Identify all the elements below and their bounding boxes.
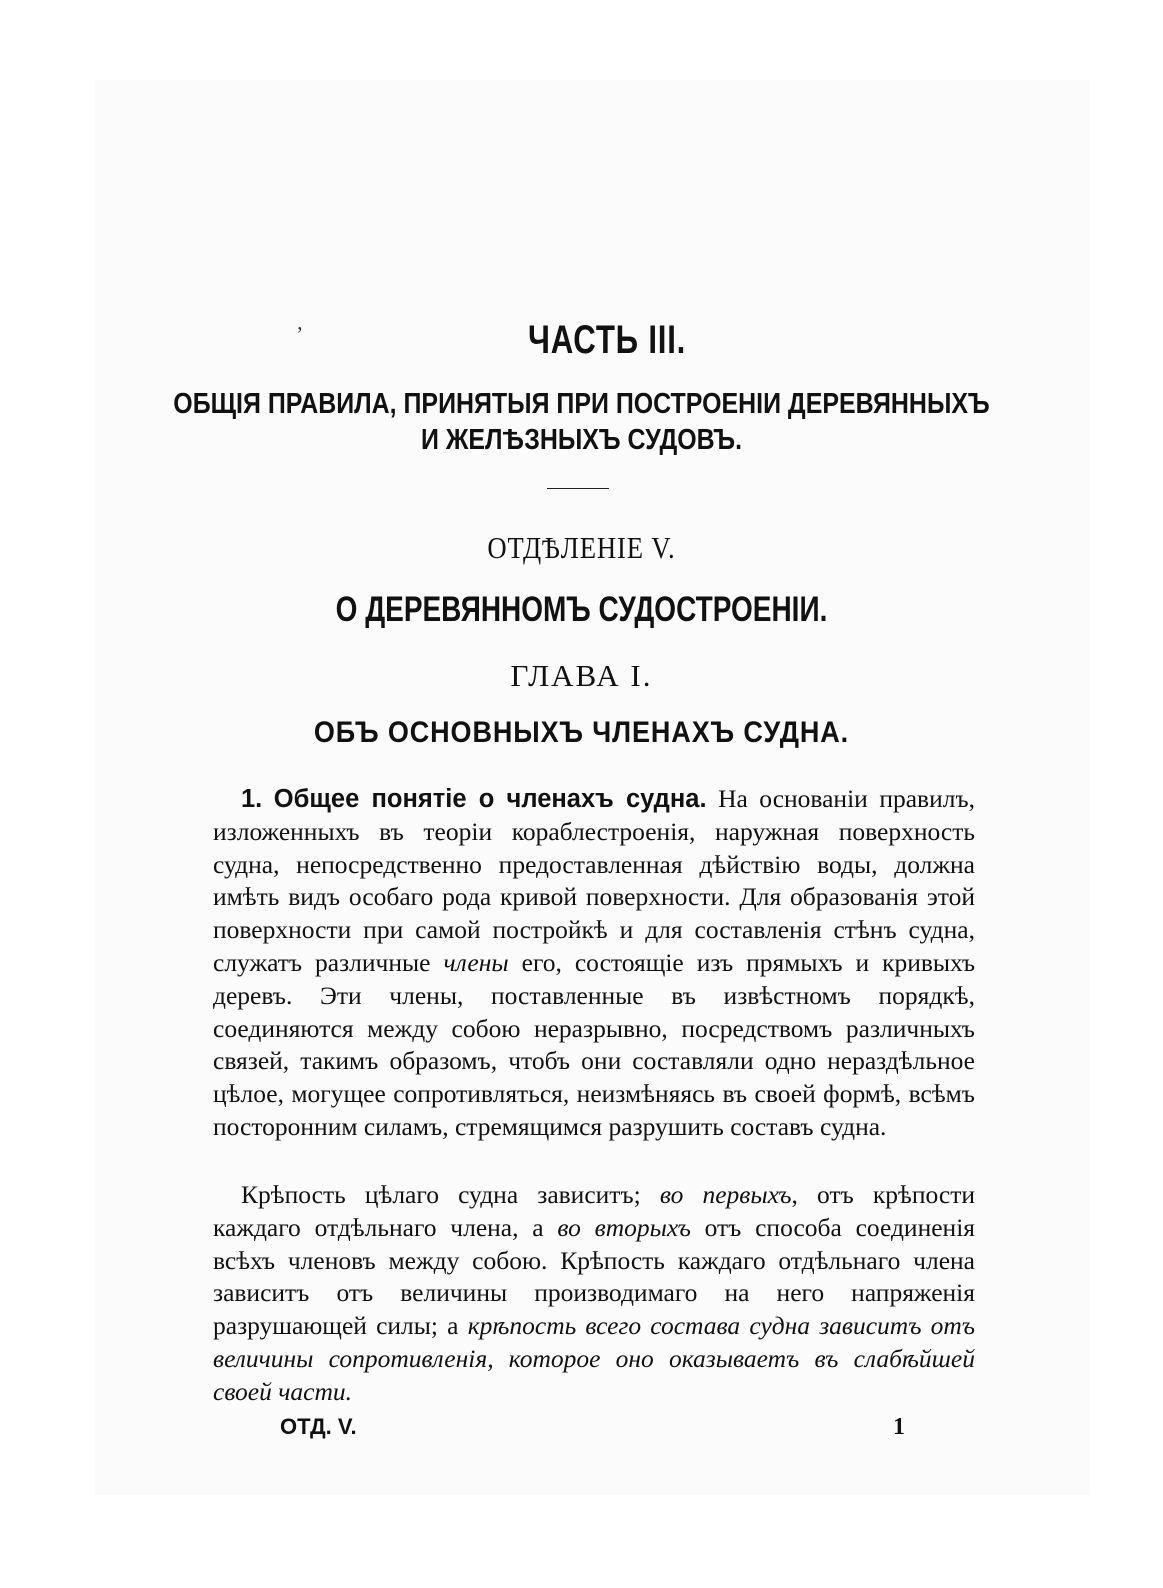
paragraph-2-text-c: отъ способа соединенія всѣхъ членовъ между собою. Крѣпость каждаго отдѣльнаго члена зависитъ отъ величины производимаго на него напряженія разрушающей силы; а xyxy=(213,1212,976,1341)
paragraph-1-text-b: его, состоящіе изъ прямыхъ и кривыхъ деревъ. Эти члены, поставленные въ извѣстномъ порядкѣ, соединяются между собою неразрывно, посредствомъ различныхъ связей, такимъ образомъ, чтобъ они составляли одно нераздѣльное цѣлое, могущее сопротивляться, неизмѣняясь въ своей формѣ, всѣмъ посторонним силамъ, стремящимся разрушить составъ судна. xyxy=(213,947,976,1141)
part-subtitle-line-1: ОБЩІЯ ПРАВИЛА, ПРИНЯТЫЯ ПРИ ПОСТРОЕНІИ ДЕРЕВЯННЫХЪ xyxy=(173,388,990,420)
page-number: 1 xyxy=(893,1414,905,1440)
paragraph-2-emphasis-c: крѣпость всего состава судна зависитъ отъ величины сопротивленія, которое оно оказываетъ въ слабѣйшей своей части. xyxy=(213,1311,976,1406)
paragraph-2-emphasis-a: во первыхъ xyxy=(659,1180,792,1209)
section-divider xyxy=(547,488,609,489)
division-title: О ДЕРЕВЯННОМЪ СУДОСТРОЕНІИ. xyxy=(335,590,828,629)
paragraph-2-emphasis-b: во вторыхъ xyxy=(557,1212,691,1242)
paragraph-number: 1. xyxy=(241,785,263,813)
paragraph-1-emphasis: члены xyxy=(443,947,509,977)
paragraph-1 xyxy=(213,783,975,1144)
chapter-title: ОБЪ ОСНОВНЫХЪ ЧЛЕНАХЪ СУДНА. xyxy=(313,716,850,749)
paragraph-1-text-a: На основаніи правилъ, изложенныхъ въ теоріи кораблестроенія, наружная поверхность судна, непосредственно предоставленная дѣйствію воды, должна имѣть видъ особаго рода кривой поверхности. Для образованія этой поверхности при самой постройкѣ и для составленія стѣнъ судна, служатъ различные xyxy=(213,784,976,977)
division-label: ОТДѢЛЕНІЕ V. xyxy=(487,530,676,565)
part-subtitle-line-2: И ЖЕЛѢЗНЫХЪ СУДОВЪ. xyxy=(421,424,742,456)
signature-mark: ОТД. V. xyxy=(280,1414,357,1439)
section-heading: Общее понятіе о членахъ судна. xyxy=(273,785,707,813)
paragraph-2-text-a: Крѣпость цѣлаго судна зависитъ; xyxy=(241,1180,641,1209)
chapter-label: ГЛАВА I. xyxy=(510,658,653,693)
paragraph-2-text-b: , отъ крѣпости каждаго отдѣльнаго члена, а xyxy=(213,1180,976,1242)
part-title: ЧАСТЬ III. xyxy=(528,318,687,362)
print-speck: ʼ xyxy=(296,322,304,347)
paragraph-2 xyxy=(213,1179,975,1409)
